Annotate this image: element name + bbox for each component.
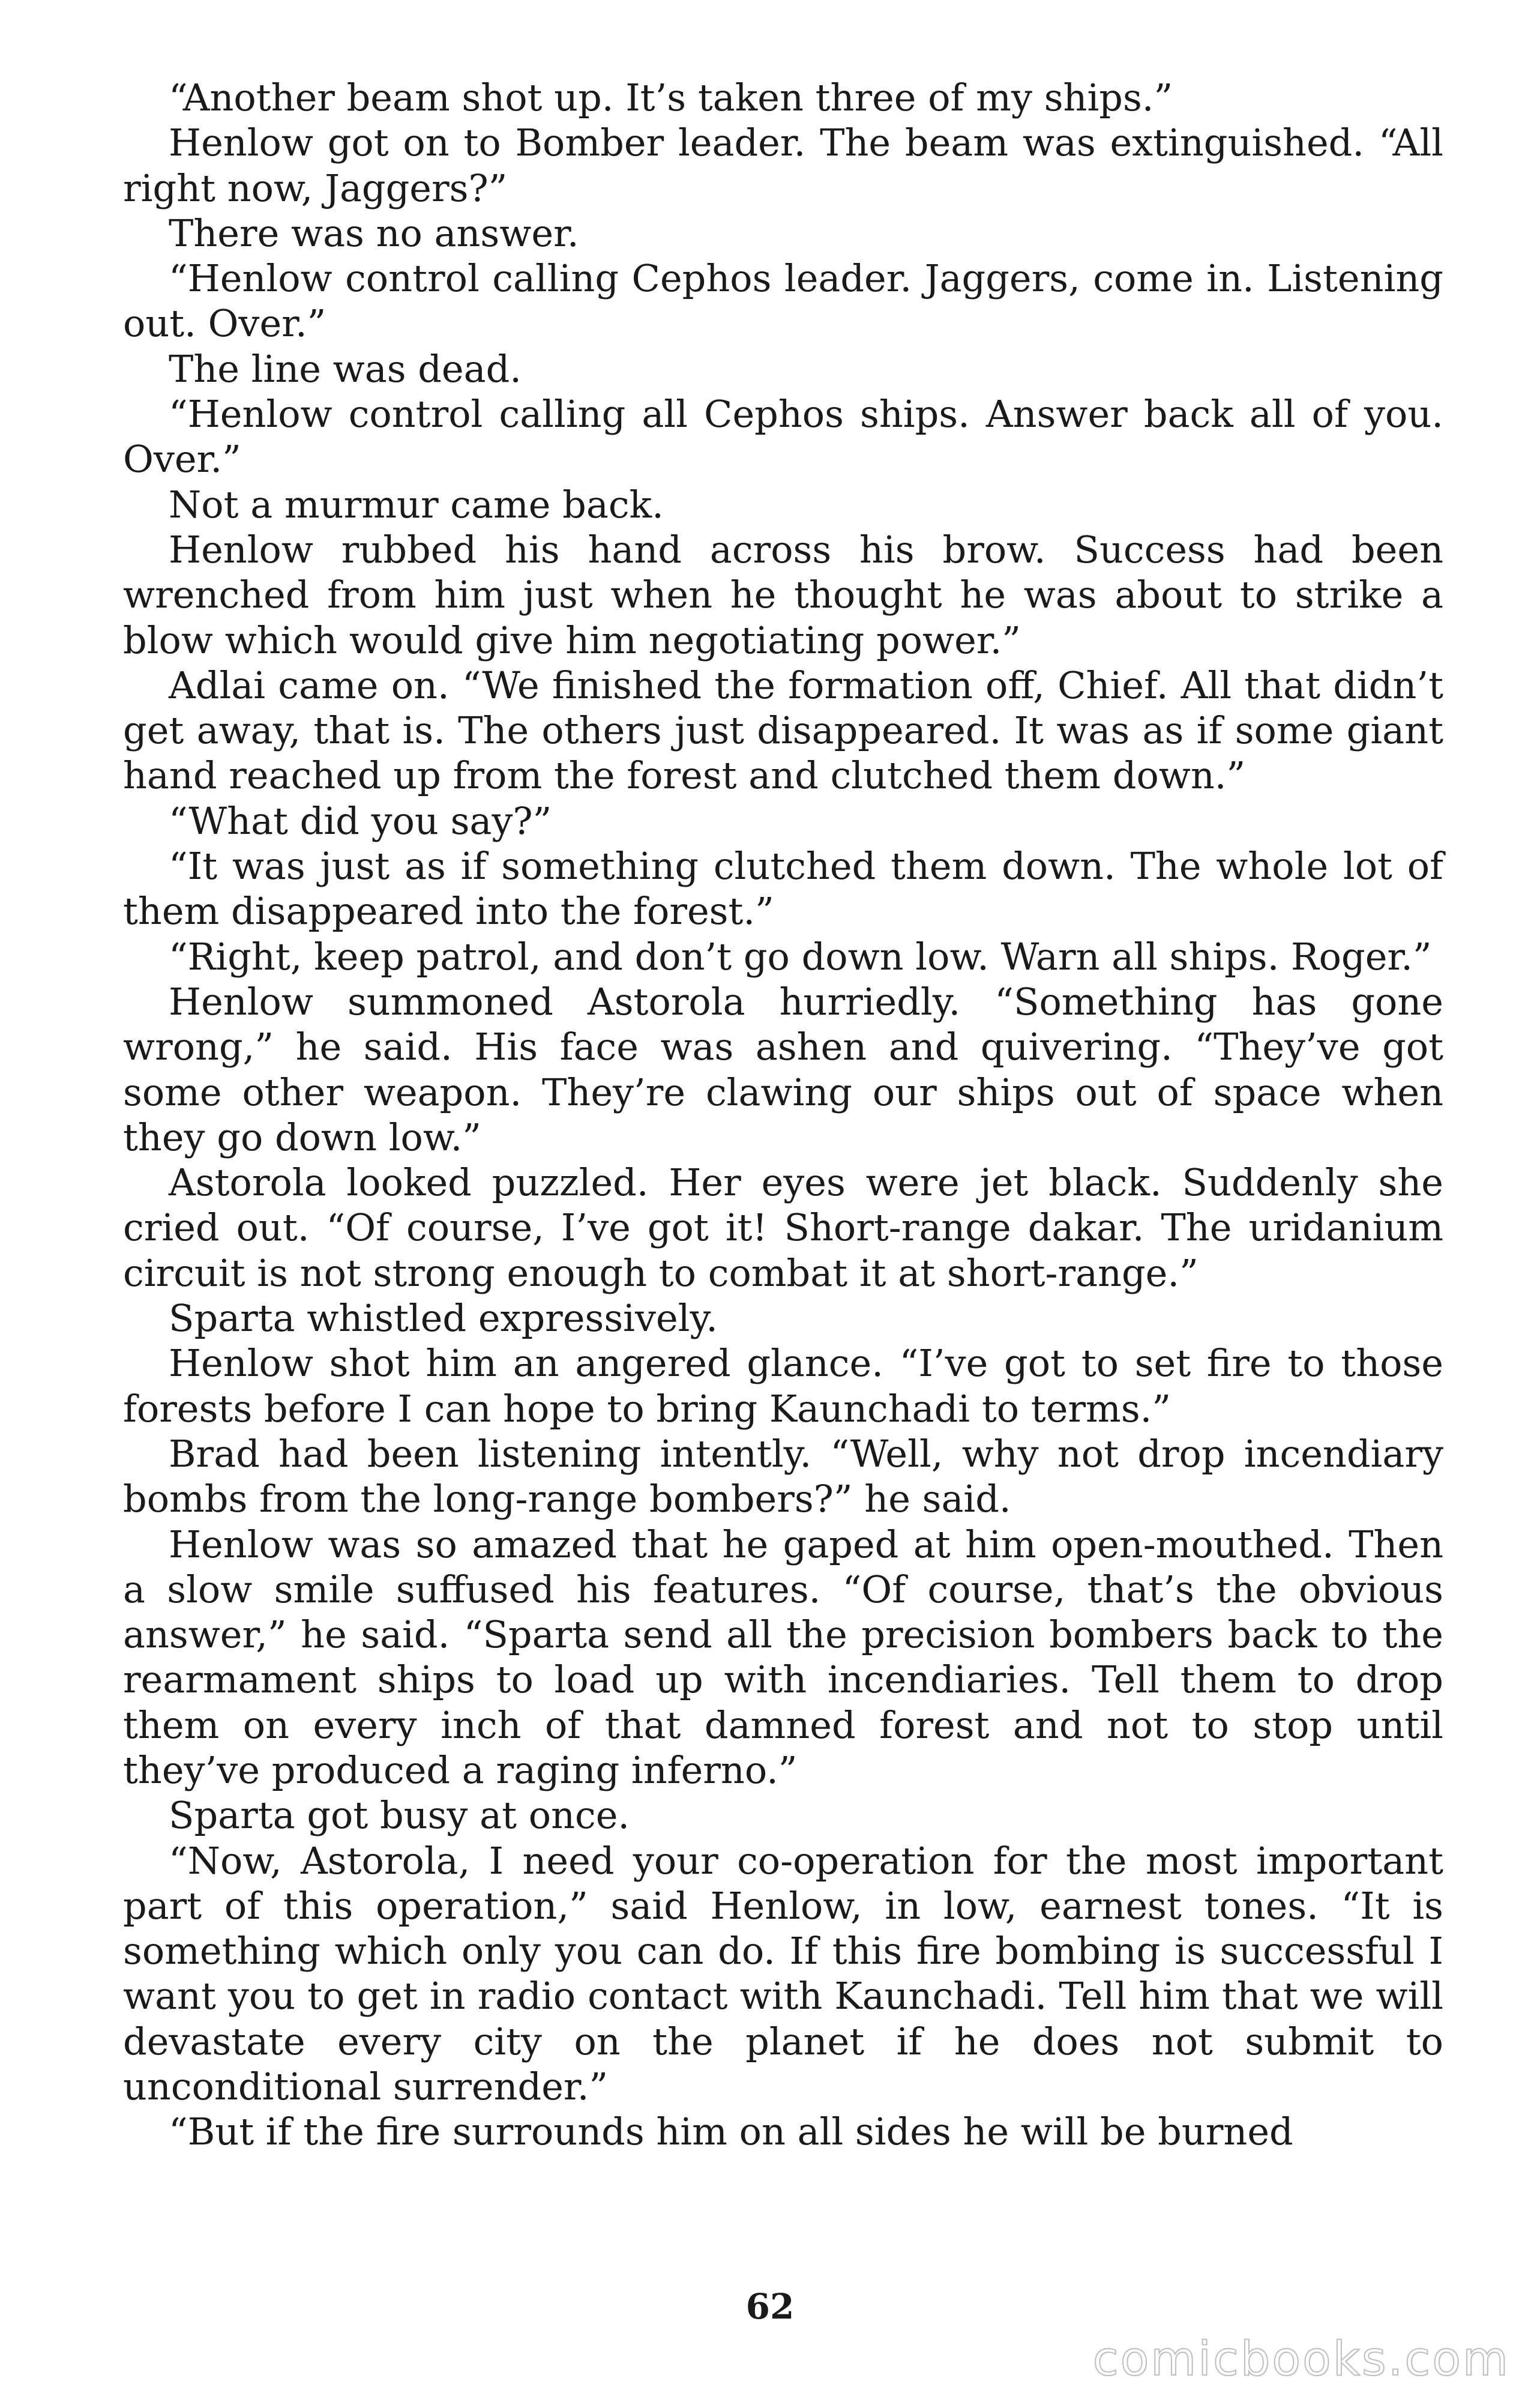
page-body bbox=[123, 75, 1443, 2155]
paragraph: Henlow got on to Bomber leader. The beam was extinguished. “All right now, Jaggers?” bbox=[123, 121, 1443, 210]
paragraph: The line was dead. bbox=[169, 346, 522, 391]
paragraph: Sparta got busy at once. bbox=[169, 1793, 630, 1838]
watermark-logo: comicbooks.com bbox=[1092, 2332, 1510, 2386]
paragraph: “What did you say?” bbox=[169, 798, 552, 843]
paragraph: “Henlow control calling Cephos leader. Jaggers, come in. Listening out. Over.” bbox=[123, 256, 1443, 346]
paragraph: Brad had been listening intently. “Well, why not drop incendiary bombs from the long-range bombers?” he said. bbox=[123, 1431, 1443, 1521]
paragraph: “Henlow control calling all Cephos ships. Answer back all of you. Over.” bbox=[123, 392, 1443, 481]
page-number: 62 bbox=[745, 2286, 795, 2327]
paragraph: Henlow summoned Astorola hurriedly. “Something has gone wrong,” he said. His face was ashen and quivering. “They’ve got some other weapon. They’re clawing our ships out of space when they go down low.” bbox=[123, 979, 1443, 1159]
paragraph: “It was just as if something clutched them down. The whole lot of them disappeared into the forest.” bbox=[123, 844, 1443, 934]
paragraph: Sparta whistled expressively. bbox=[169, 1296, 718, 1341]
paragraph: Henlow was so amazed that he gaped at him open-mouthed. Then a slow smile suffused his features. “Of course, that’s the obvious answer,” he said. “Sparta send all the precision bombers back to the rearmament ships to load up with incendiaries. Tell them to drop them on every inch of that damned forest and not to stop until they’ve produced a raging inferno.” bbox=[123, 1522, 1443, 1792]
paragraph: Henlow rubbed his hand across his brow. Success had been wrenched from him just when he thought he was about to strike a blow which would give him negotiating power.” bbox=[123, 527, 1443, 662]
paragraph: “Another beam shot up. It’s taken three of my ships.” bbox=[169, 76, 1173, 119]
paragraph: Henlow shot him an angered glance. “I’ve got to set fire to those forests before I can hope to bring Kaunchadi to terms.” bbox=[123, 1341, 1443, 1431]
paragraph: There was no answer. bbox=[169, 211, 579, 255]
paragraph: “But if the fire surrounds him on all sides he will be burned bbox=[169, 2110, 1293, 2154]
paragraph: Not a murmur came back. bbox=[169, 482, 664, 527]
paragraph: “Right, keep patrol, and don’t go down low. Warn all ships. Roger.” bbox=[169, 934, 1432, 979]
paragraph: “Now, Astorola, I need your co-operation for the most important part of this operation,” said Henlow, in low, earnest tones. “It is something which only you can do. If this fire bombing is successful I want you to get in radio contact with Kaunchadi. Tell him that we will devastate every city on the planet if he does not submit to unconditional surrender.” bbox=[123, 1838, 1443, 2109]
paragraph: Adlai came on. “We finished the formation off, Chief. All that didn’t get away, that is. The others just disappeared. It was as if some giant hand reached up from the forest and clutched them down.” bbox=[123, 663, 1443, 798]
paragraph: Astorola looked puzzled. Her eyes were jet black. Suddenly she cried out. “Of course, I’ve got it! Short-range dakar. The uridanium circuit is not strong enough to combat it at short-range.” bbox=[123, 1160, 1443, 1295]
